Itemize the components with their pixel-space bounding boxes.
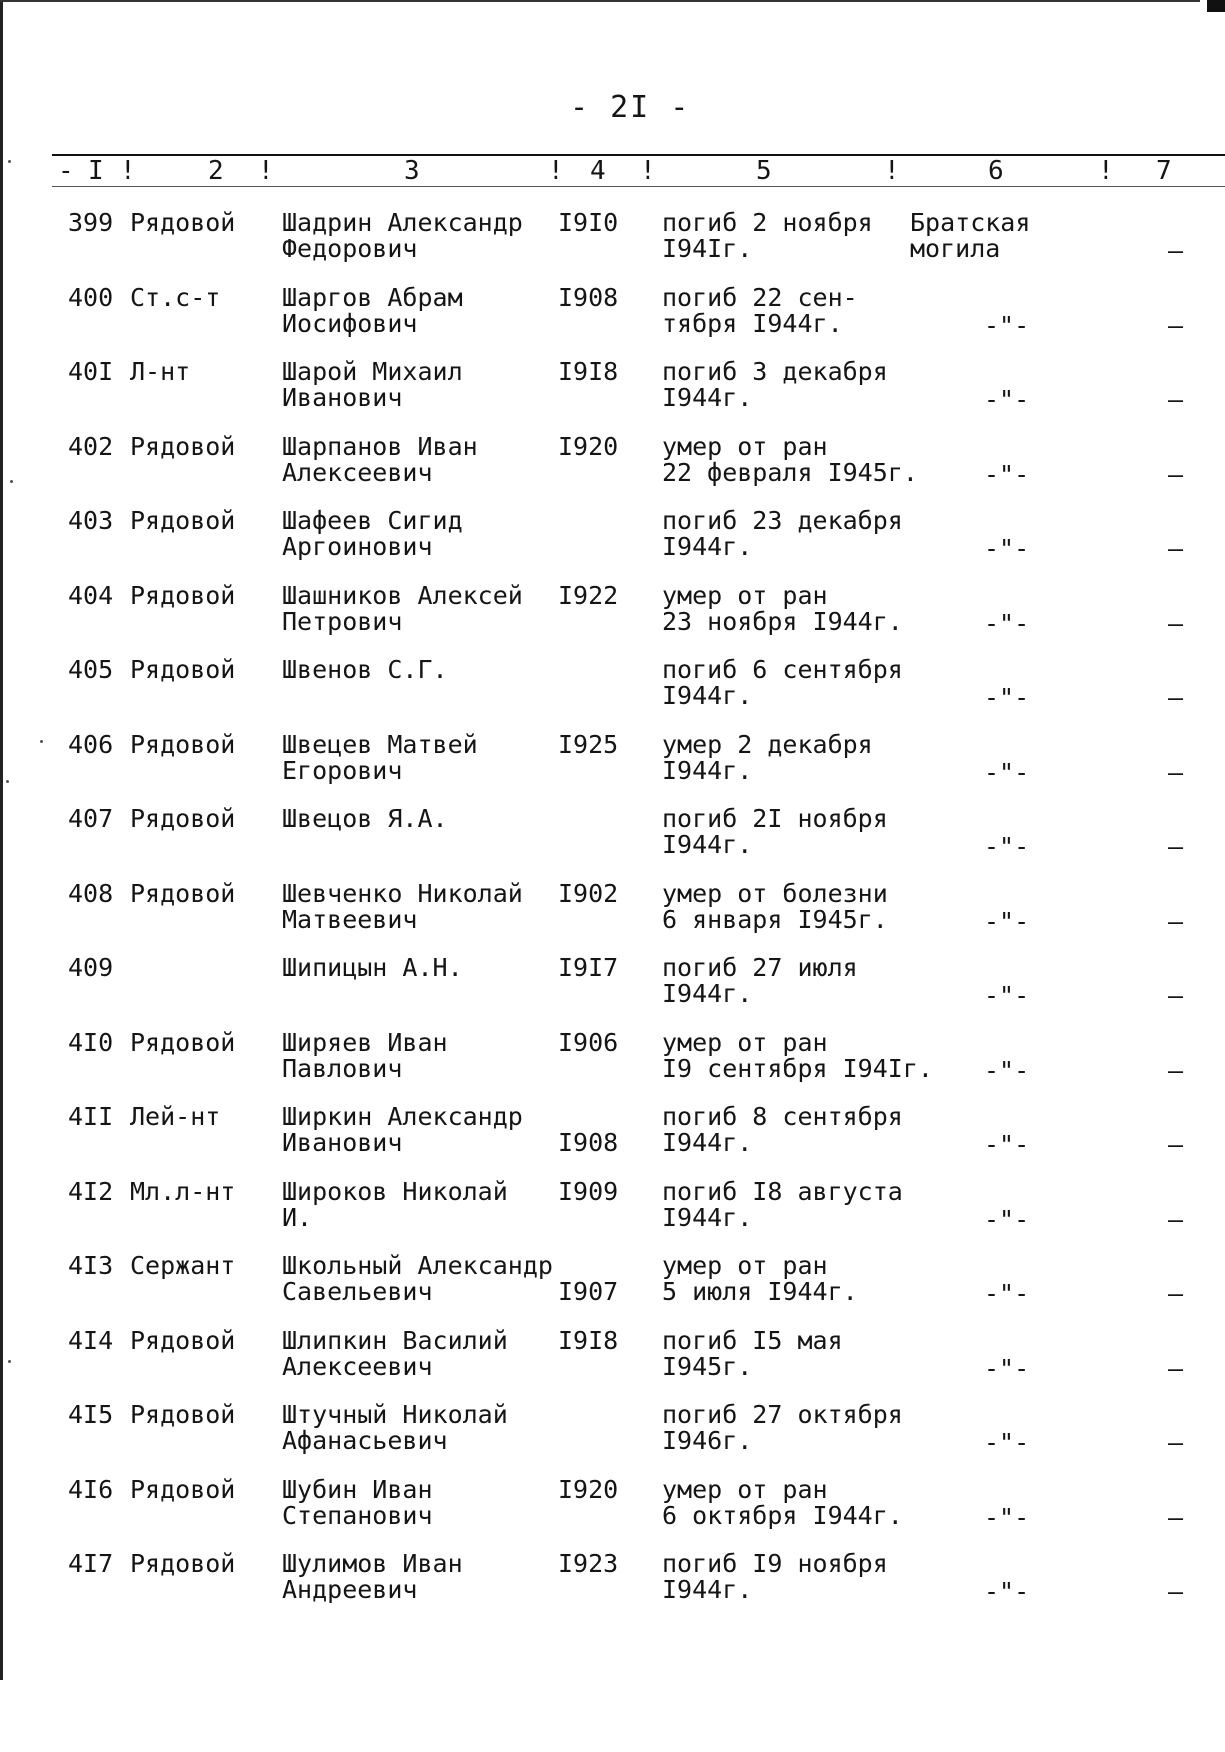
record-number: 404: [68, 581, 114, 610]
person-name: [282, 955, 463, 981]
record-number: 4I7: [68, 1549, 114, 1578]
patronymic-line: Иосифович: [282, 309, 418, 338]
fate-line-1: погиб I9 ноября: [662, 1549, 888, 1578]
table-row: [0, 1030, 1225, 1102]
military-rank: Рядовой: [130, 1400, 236, 1429]
header-dash: -: [58, 156, 74, 186]
header-separator: !: [884, 156, 900, 186]
birth-year: I9I7: [558, 953, 619, 982]
record-number: 399: [68, 208, 114, 237]
fate-note: [662, 210, 873, 262]
empty-dash: –: [1168, 236, 1184, 265]
fate-note: [662, 583, 903, 635]
header-separator: !: [548, 156, 564, 186]
fate-note: [662, 1477, 903, 1529]
empty-dash: –: [1168, 460, 1184, 489]
record-number: 40I: [68, 357, 114, 386]
surname-line: Швенов С.Г.: [282, 655, 448, 684]
fate-line-1: погиб 6 сентября: [662, 655, 903, 684]
fate-line-2: I9 сентября I94Iг.: [662, 1054, 933, 1083]
surname-line: Шипицын А.Н.: [282, 953, 463, 982]
table-row: [0, 657, 1225, 729]
table-row: [0, 1104, 1225, 1176]
fate-note: [662, 359, 888, 411]
ditto-mark: -"-: [984, 1205, 1030, 1234]
patronymic-line: Афанасьевич: [282, 1426, 448, 1455]
patronymic-line: Петрович: [282, 607, 403, 636]
header-col-3: 3: [404, 156, 420, 186]
fate-line-1: умер от ран: [662, 432, 828, 461]
person-name: [282, 657, 448, 683]
person-name: [282, 732, 478, 784]
patronymic-line: Алексеевич: [282, 458, 433, 487]
ditto-mark: -"-: [984, 385, 1030, 414]
fate-line-2: I944г.: [662, 830, 753, 859]
military-rank: Рядовой: [130, 730, 236, 759]
fate-note: [662, 881, 888, 933]
table-row: [0, 1328, 1225, 1400]
patronymic-line: И.: [282, 1203, 313, 1232]
surname-line: Шубин Иван: [282, 1475, 433, 1504]
fate-line-1: погиб I8 августа: [662, 1177, 903, 1206]
fate-note: [662, 1328, 843, 1380]
birth-year: I909: [558, 1177, 619, 1206]
birth-year: I9I8: [558, 1326, 619, 1355]
person-name: [282, 359, 463, 411]
fate-line-1: умер от болезни: [662, 879, 888, 908]
fate-line-1: умер от ран: [662, 1475, 828, 1504]
fate-line-1: умер от ран: [662, 581, 828, 610]
fate-line-1: умер от ран: [662, 1028, 828, 1057]
military-rank: Сержант: [130, 1251, 236, 1280]
record-number: 403: [68, 506, 114, 535]
patronymic-line: Егорович: [282, 756, 403, 785]
fate-line-1: погиб 2 ноября: [662, 208, 873, 237]
fate-line-2: I945г.: [662, 1352, 753, 1381]
table-row: [0, 508, 1225, 580]
person-name: [282, 1328, 508, 1380]
fate-line-1: умер 2 декабря: [662, 730, 873, 759]
fate-line-2: 5 июля I944г.: [662, 1277, 858, 1306]
empty-dash: –: [1168, 832, 1184, 861]
person-name: [282, 1477, 433, 1529]
military-rank: Рядовой: [130, 1475, 236, 1504]
birth-year: I920: [558, 1475, 619, 1504]
fate-line-1: погиб I5 мая: [662, 1326, 843, 1355]
fate-line-2: 6 октября I944г.: [662, 1501, 903, 1530]
fate-line-2: I944г.: [662, 1128, 753, 1157]
header-col-4: 4: [590, 156, 606, 186]
page-number: - 2I -: [570, 90, 691, 125]
header-col-1: I: [88, 156, 104, 186]
empty-dash: –: [1168, 683, 1184, 712]
table-row: [0, 285, 1225, 357]
military-rank: Рядовой: [130, 506, 236, 535]
corner-mark: [1207, 0, 1225, 12]
record-number: 400: [68, 283, 114, 312]
scan-speck: [8, 1360, 11, 1363]
person-name: [282, 1253, 553, 1305]
surname-line: Широков Николай: [282, 1177, 508, 1206]
header-col-7: 7: [1156, 156, 1172, 186]
patronymic-line: Андреевич: [282, 1575, 418, 1604]
military-rank: Рядовой: [130, 1326, 236, 1355]
ditto-mark: -"-: [984, 609, 1030, 638]
surname-line: Шаргов Абрам: [282, 283, 463, 312]
fate-note: [662, 285, 858, 337]
fate-line-1: погиб 27 июля: [662, 953, 858, 982]
fate-line-2: I944г.: [662, 756, 753, 785]
patronymic-line: Степанович: [282, 1501, 433, 1530]
surname-line: Школьный Александр: [282, 1251, 553, 1280]
empty-dash: –: [1168, 609, 1184, 638]
table-row: [0, 1253, 1225, 1325]
birth-year: I908: [558, 283, 619, 312]
empty-dash: –: [1168, 1354, 1184, 1383]
scan-speck: [40, 740, 43, 743]
empty-dash: –: [1168, 1205, 1184, 1234]
ditto-mark: -"-: [984, 460, 1030, 489]
birth-year: I9I0: [558, 208, 619, 237]
person-name: [282, 285, 463, 337]
empty-dash: –: [1168, 1279, 1184, 1308]
empty-dash: –: [1168, 385, 1184, 414]
empty-dash: –: [1168, 1056, 1184, 1085]
birth-year: I925: [558, 730, 619, 759]
ditto-mark: -"-: [984, 1056, 1030, 1085]
fate-note: [662, 1030, 933, 1082]
empty-dash: –: [1168, 1428, 1184, 1457]
fate-line-2: I944г.: [662, 1575, 753, 1604]
fate-note: [662, 508, 903, 560]
patronymic-line: Савельевич: [282, 1277, 433, 1306]
military-rank: Л-нт: [130, 357, 191, 386]
fate-line-2: 6 января I945г.: [662, 905, 888, 934]
surname-line: Шевченко Николай: [282, 879, 523, 908]
military-rank: Лей-нт: [130, 1102, 221, 1131]
header-separator: !: [258, 156, 274, 186]
patronymic-line: Павлович: [282, 1054, 403, 1083]
ditto-mark: -"-: [984, 683, 1030, 712]
fate-note: [662, 1104, 903, 1156]
scan-speck: [8, 160, 11, 163]
birth-year: I908: [558, 1128, 619, 1157]
fate-note: [662, 434, 918, 486]
military-rank: Ст.с-т: [130, 283, 221, 312]
fate-line-2: I94Iг.: [662, 234, 753, 263]
surname-line: Швецов Я.А.: [282, 804, 448, 833]
record-number: 4II: [68, 1102, 114, 1131]
table-row: [0, 434, 1225, 506]
military-rank: Рядовой: [130, 1028, 236, 1057]
birth-year: I902: [558, 879, 619, 908]
fate-note: [662, 657, 903, 709]
page-edge-top: [0, 0, 1200, 2]
person-name: [282, 1402, 508, 1454]
table-row: [0, 881, 1225, 953]
empty-dash: –: [1168, 981, 1184, 1010]
fate-note: [662, 1253, 858, 1305]
record-number: 4I4: [68, 1326, 114, 1355]
birth-year: I907: [558, 1277, 619, 1306]
fate-line-2: I944г.: [662, 1203, 753, 1232]
record-number: 409: [68, 953, 114, 982]
burial-line-2: могила: [910, 234, 1001, 263]
header-rule-bottom: [52, 186, 1225, 187]
person-name: [282, 1104, 523, 1156]
fate-note: [662, 1402, 903, 1454]
fate-note: [662, 1551, 888, 1603]
record-number: 4I5: [68, 1400, 114, 1429]
surname-line: Шулимов Иван: [282, 1549, 463, 1578]
scan-speck: [6, 780, 9, 783]
person-name: [282, 881, 523, 933]
empty-dash: –: [1168, 534, 1184, 563]
table-row: [0, 806, 1225, 878]
person-name: [282, 806, 448, 832]
fate-note: [662, 806, 888, 858]
fate-line-2: I944г.: [662, 681, 753, 710]
record-number: 405: [68, 655, 114, 684]
surname-line: Шлипкин Василий: [282, 1326, 508, 1355]
ditto-mark: -"-: [984, 832, 1030, 861]
fate-note: [662, 955, 858, 1007]
scan-speck: [10, 480, 13, 483]
surname-line: Шарпанов Иван: [282, 432, 478, 461]
ditto-mark: -"-: [984, 1503, 1030, 1532]
military-rank: Рядовой: [130, 655, 236, 684]
birth-year: I923: [558, 1549, 619, 1578]
fate-note: [662, 732, 873, 784]
surname-line: Шадрин Александр: [282, 208, 523, 237]
fate-line-1: погиб 23 декабря: [662, 506, 903, 535]
surname-line: Шафеев Сигид: [282, 506, 463, 535]
empty-dash: –: [1168, 907, 1184, 936]
fate-line-2: 23 ноября I944г.: [662, 607, 903, 636]
ditto-mark: -"-: [984, 1279, 1030, 1308]
empty-dash: –: [1168, 758, 1184, 787]
record-number: 406: [68, 730, 114, 759]
fate-line-1: погиб 27 октября: [662, 1400, 903, 1429]
ditto-mark: -"-: [984, 1428, 1030, 1457]
empty-dash: –: [1168, 1130, 1184, 1159]
record-number: 408: [68, 879, 114, 908]
ditto-mark: -"-: [984, 1130, 1030, 1159]
header-col-5: 5: [756, 156, 772, 186]
ditto-mark: -"-: [984, 1354, 1030, 1383]
header-rule-top: [52, 154, 1225, 156]
person-name: [282, 210, 523, 262]
fate-line-2: тября I944г.: [662, 309, 843, 338]
birth-year: I906: [558, 1028, 619, 1057]
surname-line: Ширяев Иван: [282, 1028, 448, 1057]
header-separator: !: [640, 156, 656, 186]
ditto-mark: -"-: [984, 1577, 1030, 1606]
fate-line-1: погиб 3 декабря: [662, 357, 888, 386]
empty-dash: –: [1168, 311, 1184, 340]
patronymic-line: Иванович: [282, 383, 403, 412]
surname-line: Шашников Алексей: [282, 581, 523, 610]
ditto-mark: -"-: [984, 758, 1030, 787]
patronymic-line: Федорович: [282, 234, 418, 263]
fate-line-2: 22 февраля I945г.: [662, 458, 918, 487]
fate-line-1: погиб 2I ноября: [662, 804, 888, 833]
burial-place: [910, 210, 1030, 262]
record-number: 402: [68, 432, 114, 461]
surname-line: Швецев Матвей: [282, 730, 478, 759]
ditto-mark: -"-: [984, 311, 1030, 340]
military-rank: Рядовой: [130, 432, 236, 461]
header-col-2: 2: [208, 156, 224, 186]
fate-line-2: I946г.: [662, 1426, 753, 1455]
header-separator: !: [120, 156, 136, 186]
burial-line-1: Братская: [910, 208, 1031, 237]
birth-year: I920: [558, 432, 619, 461]
military-rank: Рядовой: [130, 581, 236, 610]
record-number: 4I6: [68, 1475, 114, 1504]
person-name: [282, 1030, 448, 1082]
table-row: [0, 732, 1225, 804]
ditto-mark: -"-: [984, 981, 1030, 1010]
military-rank: Мл.л-нт: [130, 1177, 236, 1206]
table-row: [0, 955, 1225, 1027]
header-col-6: 6: [988, 156, 1004, 186]
surname-line: Шарой Михаил: [282, 357, 463, 386]
table-row: [0, 1179, 1225, 1251]
table-row: [0, 1551, 1225, 1623]
fate-note: [662, 1179, 903, 1231]
patronymic-line: Аргоинович: [282, 532, 433, 561]
military-rank: Рядовой: [130, 208, 236, 237]
empty-dash: –: [1168, 1503, 1184, 1532]
person-name: [282, 1551, 463, 1603]
fate-line-1: умер от ран: [662, 1251, 828, 1280]
fate-line-1: погиб 8 сентября: [662, 1102, 903, 1131]
table-row: [0, 1477, 1225, 1549]
table-row: [0, 210, 1225, 282]
record-number: 4I2: [68, 1177, 114, 1206]
birth-year: I922: [558, 581, 619, 610]
table-row: [0, 359, 1225, 431]
fate-line-2: I944г.: [662, 383, 753, 412]
record-number: 4I3: [68, 1251, 114, 1280]
surname-line: Ширкин Александр: [282, 1102, 523, 1131]
fate-line-2: I944г.: [662, 532, 753, 561]
table-row: [0, 1402, 1225, 1474]
empty-dash: –: [1168, 1577, 1184, 1606]
fate-line-2: I944г.: [662, 979, 753, 1008]
person-name: [282, 434, 478, 486]
patronymic-line: Алексеевич: [282, 1352, 433, 1381]
military-rank: Рядовой: [130, 804, 236, 833]
patronymic-line: Иванович: [282, 1128, 403, 1157]
military-rank: Рядовой: [130, 1549, 236, 1578]
fate-line-1: погиб 22 сен-: [662, 283, 858, 312]
record-number: 4I0: [68, 1028, 114, 1057]
record-number: 407: [68, 804, 114, 833]
person-name: [282, 508, 463, 560]
person-name: [282, 1179, 508, 1231]
header-separator: !: [1098, 156, 1114, 186]
person-name: [282, 583, 523, 635]
ditto-mark: -"-: [984, 907, 1030, 936]
birth-year: I9I8: [558, 357, 619, 386]
surname-line: Штучный Николай: [282, 1400, 508, 1429]
military-rank: Рядовой: [130, 879, 236, 908]
patronymic-line: Матвеевич: [282, 905, 418, 934]
table-row: [0, 583, 1225, 655]
ditto-mark: -"-: [984, 534, 1030, 563]
